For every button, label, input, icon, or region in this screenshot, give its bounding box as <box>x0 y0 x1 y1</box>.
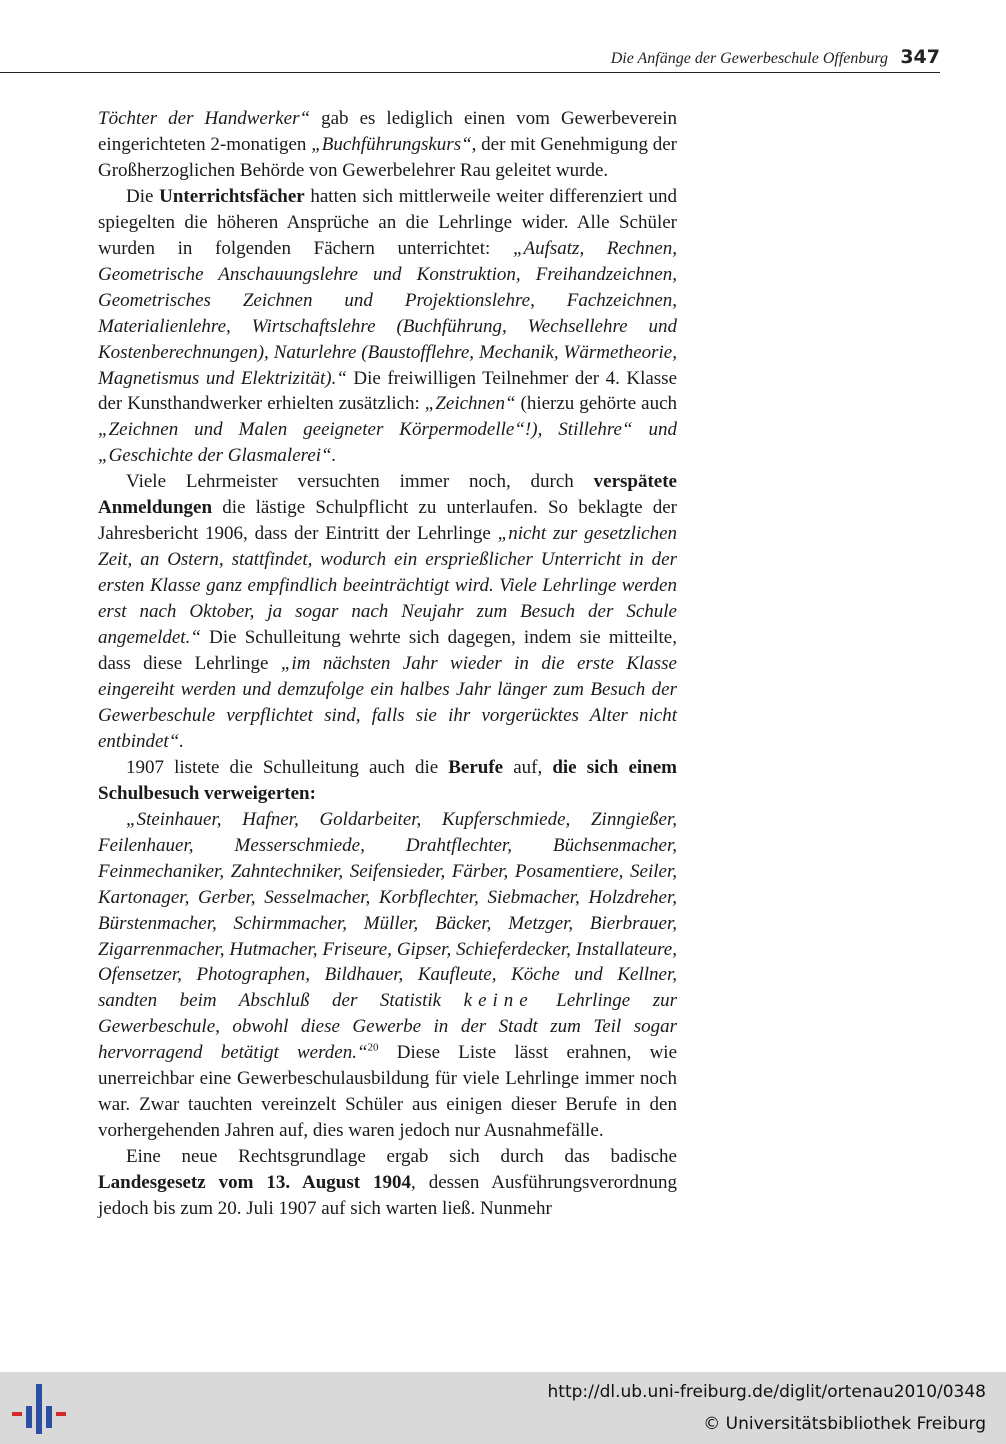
italic-quote: „im nächsten Jahr wieder in die erste Klasse eingereiht werden und demzufolge ein halbes Jahr länger zum Besuch der Gewerbeschule verpflichtet sind, falls sie ihr vorgerücktes Alter nicht entbindet“. <box>98 653 677 752</box>
spaced-emphasis: keine <box>463 990 534 1012</box>
italic-quote: „Aufsatz, Rechnen, Geometrische Anschauungslehre und Konstruktion, Freihandzeichnen, Geometrisches Zeichnen und Projektionslehre, Fachzeichnen, Materialienlehre, Wirtschaftslehre (Buchführung, Wechsellehre und Kostenberechnungen), Naturlehre (Baustofflehre, Mechanik, Wärmetheorie, Magnetismus und Elektrizität).“ <box>98 237 677 389</box>
text-run: (hierzu gehörte auch <box>515 393 677 415</box>
italic-quote: „Zeichnen und Malen geeigneter Körpermodelle“!), Stillehre“ und „Geschichte der Glasmalerei“. <box>98 419 677 467</box>
paragraph-3 <box>98 469 677 754</box>
italic-quote: „Zeichnen“ <box>424 393 516 415</box>
bold-term: Unterrichtsfächer <box>159 185 305 207</box>
italic-quote: „Buchführungskurs“ <box>311 133 472 155</box>
italic-quote: Töchter der Handwerker“ <box>98 108 311 129</box>
text-run: Diese Liste lässt erahnen, wie unerreichbar eine Gewerbeschulausbildung für viele Lehrlinge immer noch war. Zwar tauchten vereinzelt Schüler aus einigen dieser Berufe in den vorhergehenden Jahren auf, dies waren jedoch nur Ausnahmefälle. <box>98 1042 677 1142</box>
ub-freiburg-logo-icon <box>10 1384 66 1434</box>
text-run: Die Schulleitung wehrte sich dagegen, indem sie mitteilte, dass diese Lehrlinge <box>98 627 677 675</box>
paragraph-1 <box>98 106 677 184</box>
footnote-ref[interactable]: 20 <box>367 1041 379 1054</box>
bold-term: Landesgesetz vom 13. August 1904 <box>98 1172 412 1194</box>
page-number: 347 <box>900 46 940 68</box>
copyright-notice: © Universitätsbibliothek Freiburg <box>703 1414 986 1434</box>
body-text <box>98 106 677 1222</box>
running-header <box>0 44 940 73</box>
italic-quote: „nicht zur gesetzlichen Zeit, an Ostern, stattfindet, wodurch ein ersprießlicher Unterricht in der ersten Klasse ganz empfindlich beeinträchtigt wird. Viele Lehrlinge werden erst nach Oktober, ja sogar nach Neujahr zum Besuch der Schule angemeldet.“ <box>98 523 677 649</box>
text-run: gab es lediglich einen vom Gewerbeverein eingerichteten 2-monatigen <box>98 108 677 155</box>
bold-term: die sich einem Schulbesuch verweigerten: <box>98 756 677 804</box>
paragraph-2 <box>98 184 677 469</box>
paragraph-4 <box>98 755 677 807</box>
source-url-link[interactable]: http://dl.ub.uni-freiburg.de/diglit/ortenau2010/0348 <box>547 1382 986 1402</box>
text-run: auf, <box>503 756 553 778</box>
text-run: Die <box>126 185 160 207</box>
text-run: hatten sich mittlerweile weiter differenziert und spiegelten die höheren Ansprüche an die Lehrlinge wider. Alle Schüler wurden in folgenden Fächern unterrichtet: <box>98 185 677 259</box>
text-run: Die freiwilligen Teilnehmer der 4. Klasse der Kunsthandwerker erhielten zusätzlich: <box>98 367 678 415</box>
text-run: Eine neue Rechtsgrundlage ergab sich durch das badische <box>126 1146 677 1168</box>
italic-quote: Lehrlinge zur Gewerbeschule, obwohl diese Gewerbe in der Stadt zum Teil sogar hervorragend betätigt werden.“ <box>98 990 677 1064</box>
italic-quote: „Steinhauer, Hafner, Goldarbeiter, Kupferschmiede, Zinngießer, Feilenhauer, Messerschmiede, Drahtflechter, Büchsenmacher, Feinmechaniker, Zahntechniker, Seifensieder, Färber, Posamentiere, Seiler, Kartonager, Gerber, Sesselmacher, Korbflechter, Siebmacher, Holzdreher, Bürstenmacher, Schirmmacher, Müller, Bäcker, Metzger, Bierbrauer, Zigarrenmacher, Hutmacher, Friseure, Gipser, Schieferdecker, Installateure, Ofensetzer, Photographen, Bildhauer, Kaufleute, Köche und Kellner, sandten beim Abschluß der Statistik <box>98 808 677 1012</box>
text-run: die lästige Schulpflicht zu unterlaufen. So beklagte der Jahresbericht 1906, dass der Eintritt der Lehrlinge <box>98 497 677 545</box>
footer-bar <box>0 1372 1006 1444</box>
bold-term: verspätete Anmeldungen <box>98 471 677 519</box>
text-run: , dessen Ausführungsverordnung jedoch bis zum 20. Juli 1907 auf sich warten ließ. Nunmehr <box>98 1172 677 1220</box>
paragraph-6 <box>98 1144 677 1222</box>
text-run: 1907 listete die Schulleitung auch die <box>126 756 449 778</box>
bold-term: Berufe <box>448 756 504 778</box>
text-run: Viele Lehrmeister versuchten immer noch, durch <box>126 471 594 493</box>
paragraph-5 <box>98 807 677 1144</box>
text-run: , der mit Genehmigung der Großherzoglichen Behörde von Gewerbelehrer Rau geleitet wurde. <box>98 133 677 181</box>
header-title: Die Anfänge der Gewerbeschule Offenburg <box>610 50 888 67</box>
